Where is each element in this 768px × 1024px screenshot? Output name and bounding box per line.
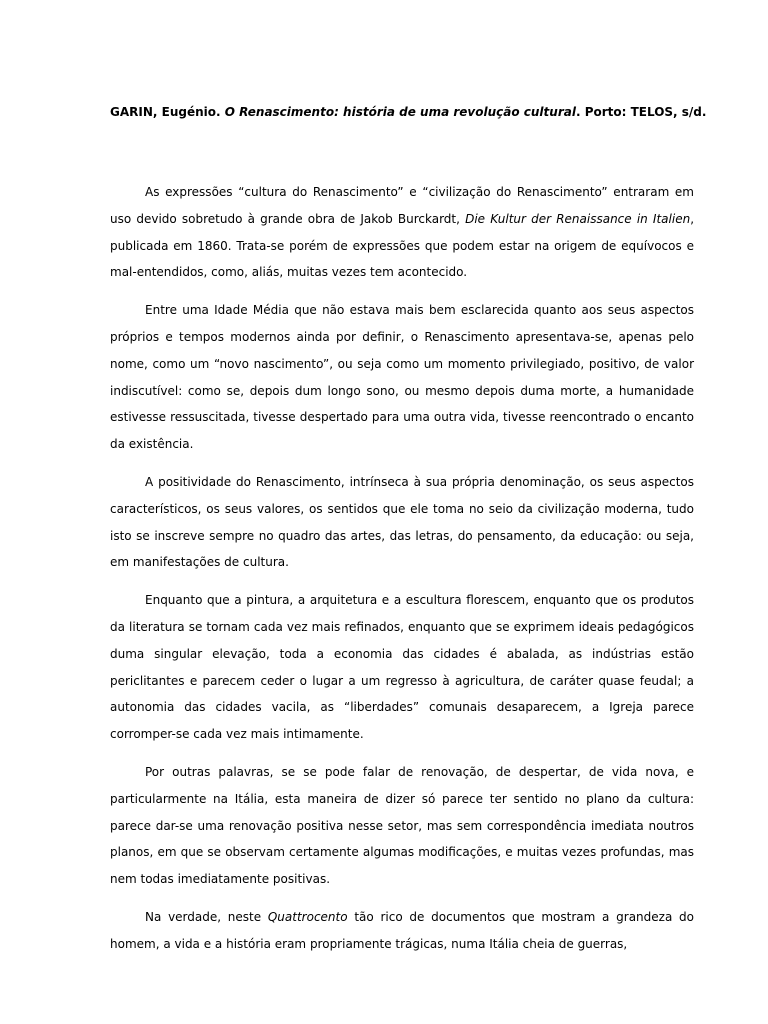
citation-author: GARIN, Eugénio. [110, 105, 225, 119]
bibliographic-citation [110, 103, 707, 121]
citation-publisher: . Porto: TELOS, s/d. [575, 105, 707, 119]
citation-title: O Renascimento: história de uma revolução cultural [224, 105, 576, 119]
paragraph-text: As expressões “cultura do Renascimento” e “civilização do Renascimento” entraram em uso devido sobretudo à grande obra de Jakob Burckardt, [110, 185, 694, 226]
term-italic: Quattrocento [267, 909, 348, 924]
paragraph-3: A positividade do Renascimento, intrínseca à sua própria denominação, os seus aspectos característicos, os seus valores, os sentidos que ele toma no seio da civilização moderna, tudo isto se inscreve sempre no quadro das artes, das letras, do pensamento, da educação: ou seja, em manifestações de cultura. [110, 474, 694, 570]
paragraph-5: Por outras palavras, se se pode falar de renovação, de despertar, de vida nova, e particularmente na Itália, esta maneira de dizer só parece ter sentido no plano da cultura: parece dar-se uma renovação positiva nesse setor, mas sem correspondência imediata noutros planos, em que se observam certamente algumas modificações, e muitas vezes profundas, mas nem todas imediatamente positivas. [110, 764, 694, 887]
paragraph-1 [110, 179, 694, 286]
paragraph-text: Na verdade, neste [145, 909, 268, 924]
document-body [110, 179, 694, 969]
paragraph-4: Enquanto que a pintura, a arquitetura e a escultura florescem, enquanto que os produtos da literatura se tornam cada vez mais refinados, enquanto que se exprimem ideais pedagógicos duma singular elevação, toda a economia das cidades é abalada, as indústrias estão periclitantes e parecem ceder o lugar a um regresso à agricultura, de caráter quase feudal; a autonomia das cidades vacila, as “liberdades” comunais desaparecem, a Igreja parece corromper-se cada vez mais intimamente. [110, 593, 694, 742]
paragraph-2: Entre uma Idade Média que não estava mais bem esclarecida quanto aos seus aspectos próprios e tempos modernos ainda por definir, o Renascimento apresentava-se, apenas pelo nome, como um “novo nascimento”, ou seja como um momento privilegiado, positivo, de valor indiscutível: como se, depois dum longo sono, ou mesmo depois duma morte, a humanidade estivesse ressuscitada, tivesse despertado para uma outra vida, tivesse reencontrado o encanto da existência. [110, 303, 694, 452]
paragraph-text: tão rico de documentos que mostram a grandeza do homem, a vida e a história eram propriamente trágicas, numa Itália cheia de guerras, [110, 909, 695, 951]
book-title: Die Kultur der Renaissance in Italien [465, 211, 691, 226]
paragraph-6 [110, 904, 694, 958]
paragraph-text: , publicada em 1860. Trata-se porém de expressões que podem estar na origem de equívocos e mal-entendidos, como, aliás, muitas vezes tem acontecido. [110, 211, 695, 280]
